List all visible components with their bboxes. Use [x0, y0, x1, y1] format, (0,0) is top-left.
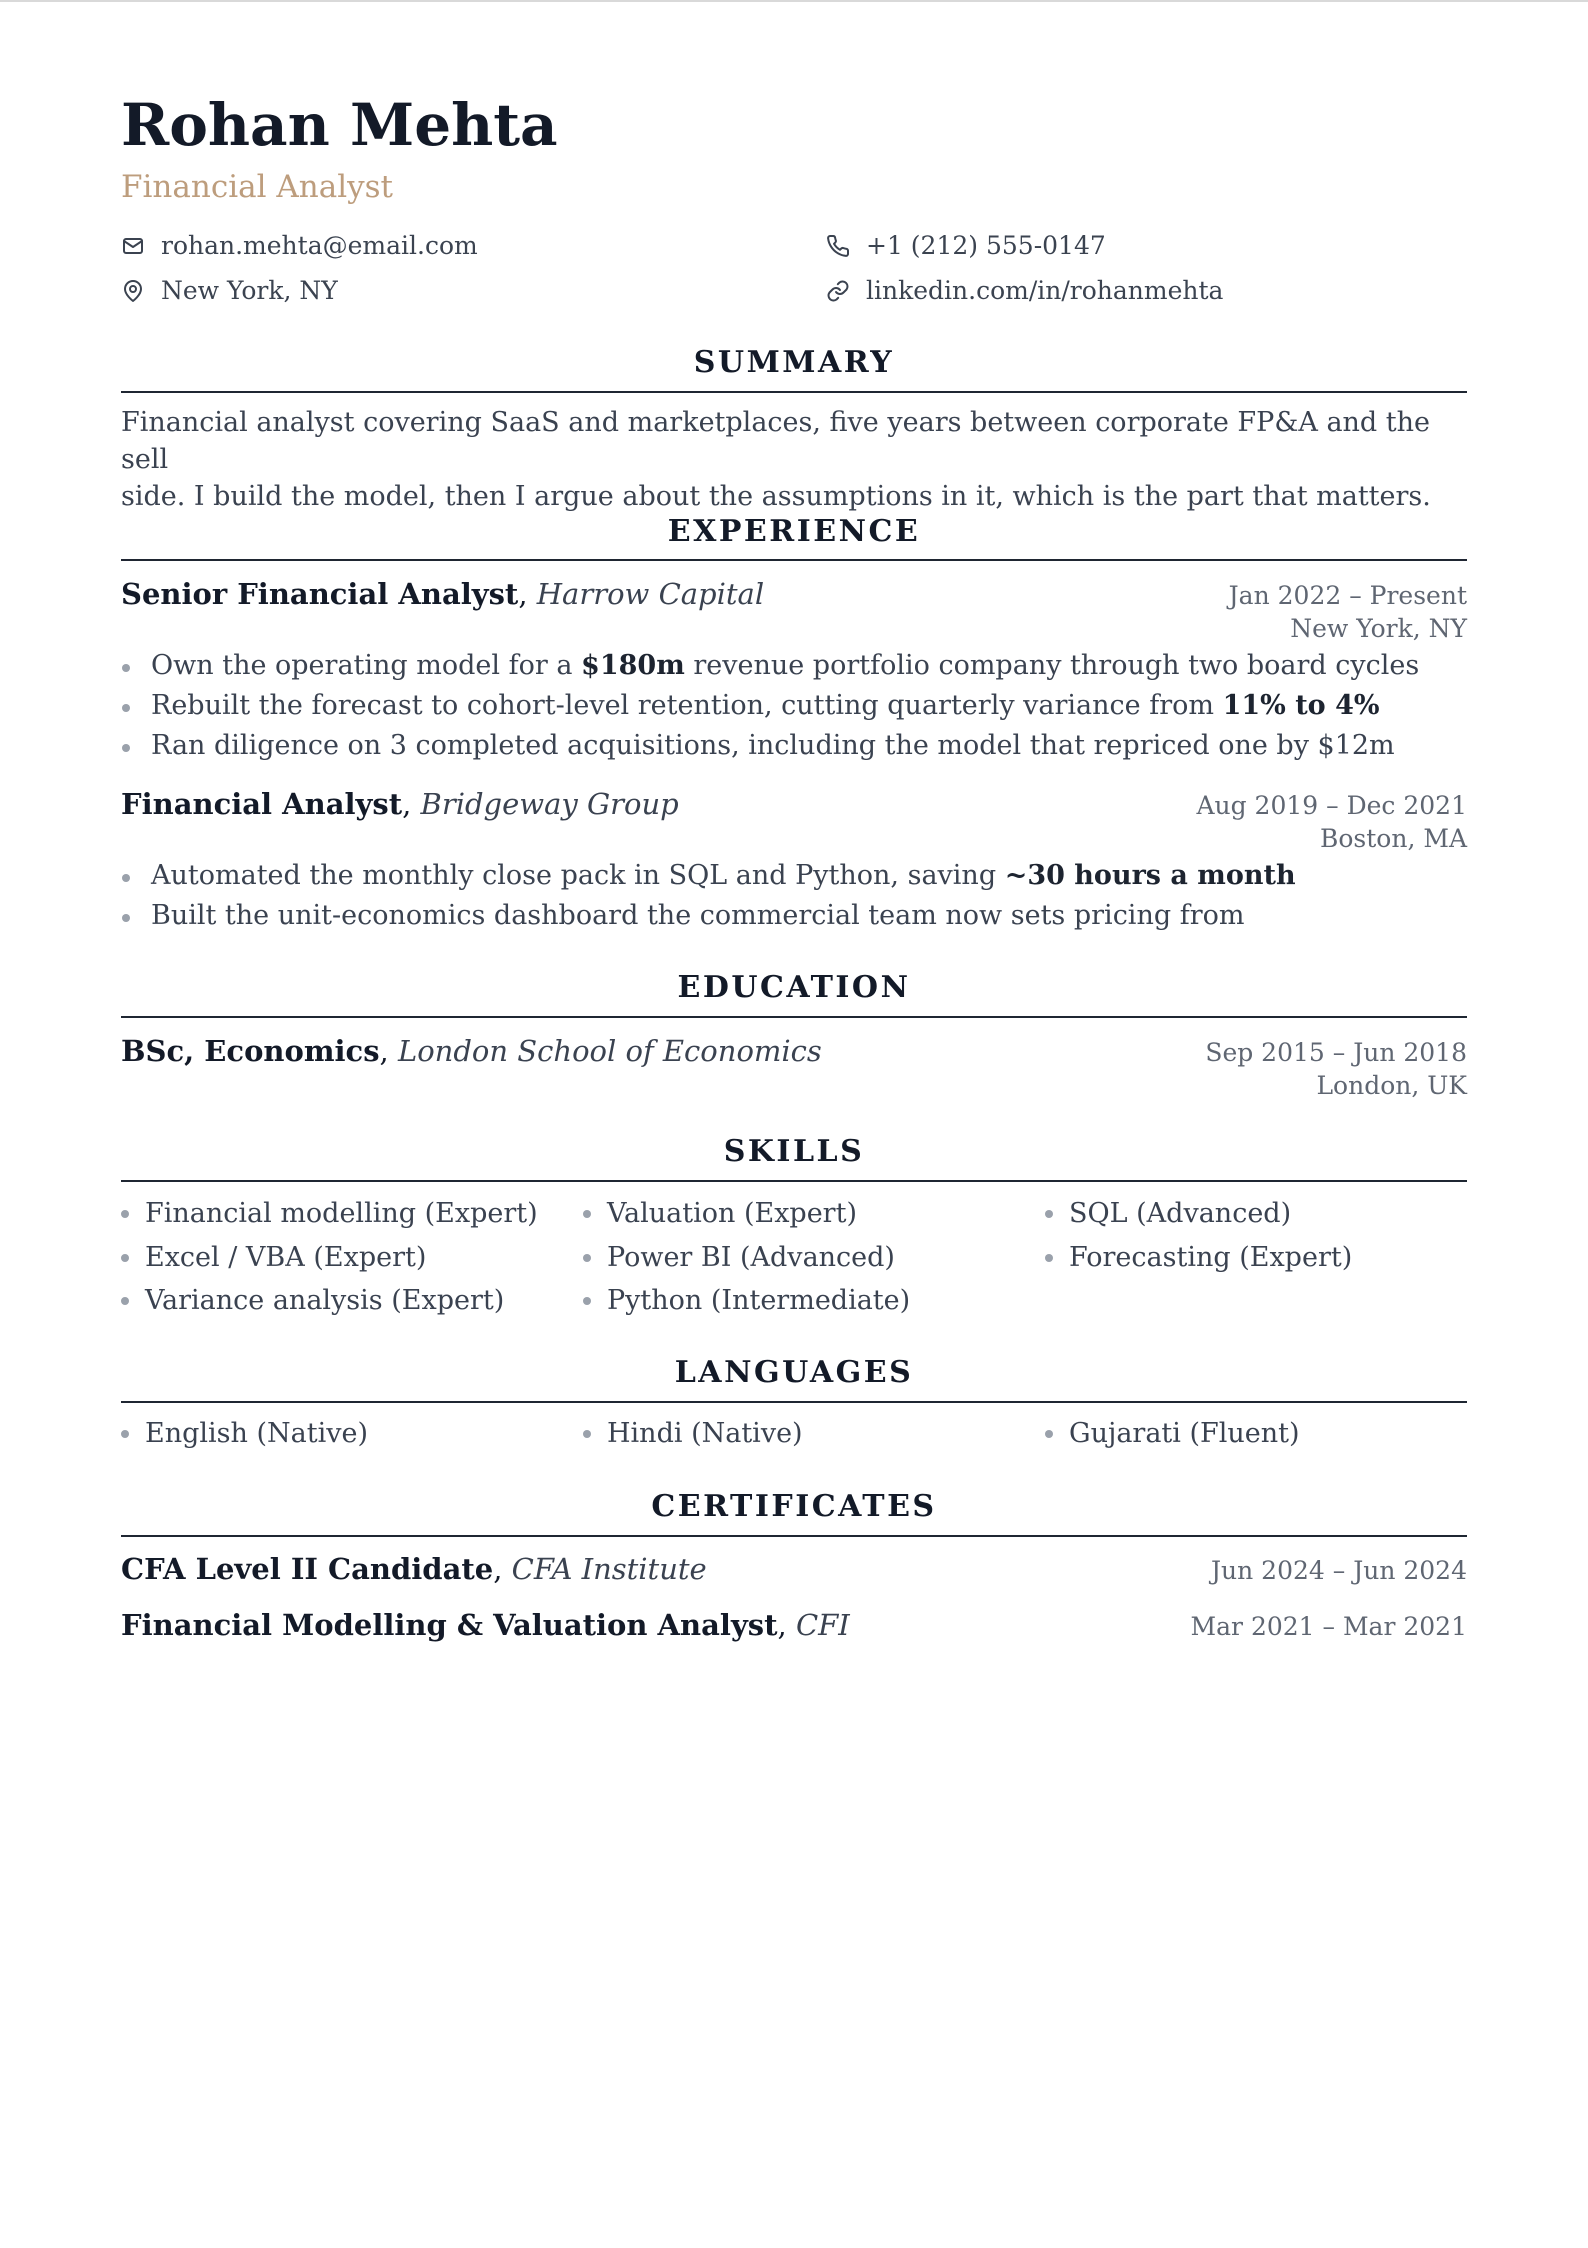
language-item: Gujarati (Fluent) [1045, 1420, 1300, 1447]
experience-divider [121, 559, 1467, 561]
separator: , [518, 577, 537, 611]
skill-item: SQL (Advanced) [1045, 1200, 1291, 1227]
candidate-name: Rohan Mehta [121, 91, 558, 159]
contact-location [121, 278, 338, 303]
certificates-heading: CERTIFICATES [651, 1489, 937, 1524]
school: London School of Economics [397, 1034, 822, 1068]
language-item: English (Native) [121, 1420, 368, 1447]
summary-divider [121, 391, 1467, 393]
link-icon [826, 279, 850, 303]
languages-divider [121, 1401, 1467, 1403]
certificate-entry [121, 1552, 707, 1586]
list-item: Built the unit-economics dashboard the commercial team now sets pricing from [121, 896, 1467, 936]
experience-entry-title [121, 787, 679, 821]
certificate-issuer: CFI [795, 1608, 850, 1642]
experience-heading: EXPERIENCE [667, 514, 921, 549]
contact-email-text: rohan.mehta@email.com [161, 231, 478, 260]
list-item: Ran diligence on 3 completed acquisitions, including the model that repriced one by $12m [121, 726, 1467, 766]
languages-heading: LANGUAGES [674, 1355, 914, 1390]
certificates-divider [121, 1535, 1467, 1537]
job-dates: Aug 2019 – Dec 2021 [1196, 791, 1467, 820]
job-company: Harrow Capital [536, 577, 765, 611]
contact-location-text: New York, NY [161, 276, 338, 305]
contact-linkedin-text: linkedin.com/in/rohanmehta [866, 276, 1224, 305]
certificate-dates: Jun 2024 – Jun 2024 [1211, 1556, 1467, 1585]
page-top-border [0, 0, 1588, 2]
skills-divider [121, 1180, 1467, 1182]
candidate-title: Financial Analyst [121, 169, 393, 205]
language-item: Hindi (Native) [583, 1420, 803, 1447]
separator: , [777, 1608, 796, 1642]
skills-heading: SKILLS [723, 1134, 865, 1169]
education-divider [121, 1016, 1467, 1018]
summary-line: Financial analyst covering SaaS and marketplaces, five years between corporate FP&A and the sell [121, 407, 1431, 475]
job-location: Boston, MA [1320, 824, 1467, 853]
contact-phone-text: +1 (212) 555-0147 [866, 231, 1106, 260]
separator: , [379, 1034, 398, 1068]
job-dates: Jan 2022 – Present [1228, 581, 1467, 610]
contact-linkedin[interactable] [826, 278, 1223, 303]
list-item: Own the operating model for a $180m revenue portfolio company through two board cycles [121, 646, 1467, 686]
job-location: New York, NY [1290, 614, 1467, 643]
education-dates: Sep 2015 – Jun 2018 [1205, 1038, 1467, 1067]
location-pin-icon [121, 279, 145, 303]
skill-item: Forecasting (Expert) [1045, 1244, 1352, 1271]
skill-item: Power BI (Advanced) [583, 1244, 895, 1271]
degree: BSc, Economics [121, 1034, 380, 1068]
skill-item: Excel / VBA (Expert) [121, 1244, 426, 1271]
certificate-dates: Mar 2021 – Mar 2021 [1190, 1612, 1467, 1641]
contact-phone[interactable] [826, 233, 1106, 258]
certificate-issuer: CFA Institute [511, 1552, 707, 1586]
skill-item: Python (Intermediate) [583, 1287, 910, 1314]
contact-email[interactable] [121, 233, 478, 258]
certificate-entry [121, 1608, 850, 1642]
summary-line: side. I build the model, then I argue about the assumptions in it, which is the part that matters. [121, 481, 1431, 512]
job-bullets [121, 856, 1467, 936]
separator: , [402, 787, 421, 821]
education-heading: EDUCATION [677, 970, 911, 1005]
skill-item: Financial modelling (Expert) [121, 1200, 538, 1227]
job-bullets [121, 646, 1467, 766]
certificate-name: CFA Level II Candidate [121, 1552, 494, 1586]
list-item: Rebuilt the forecast to cohort-level retention, cutting quarterly variance from 11% to 4% [121, 686, 1467, 726]
education-entry-title [121, 1034, 822, 1068]
list-item: Automated the monthly close pack in SQL and Python, saving ~30 hours a month [121, 856, 1467, 896]
job-role: Senior Financial Analyst [121, 577, 519, 611]
mail-icon [121, 234, 145, 258]
experience-entry-title [121, 577, 765, 611]
certificate-name: Financial Modelling & Valuation Analyst [121, 1608, 778, 1642]
job-role: Financial Analyst [121, 787, 403, 821]
phone-icon [826, 234, 850, 258]
skill-item: Variance analysis (Expert) [121, 1287, 504, 1314]
education-location: London, UK [1316, 1071, 1467, 1100]
separator: , [493, 1552, 512, 1586]
summary-text [121, 404, 1467, 515]
job-company: Bridgeway Group [420, 787, 679, 821]
skill-item: Valuation (Expert) [583, 1200, 857, 1227]
summary-heading: SUMMARY [693, 345, 895, 380]
